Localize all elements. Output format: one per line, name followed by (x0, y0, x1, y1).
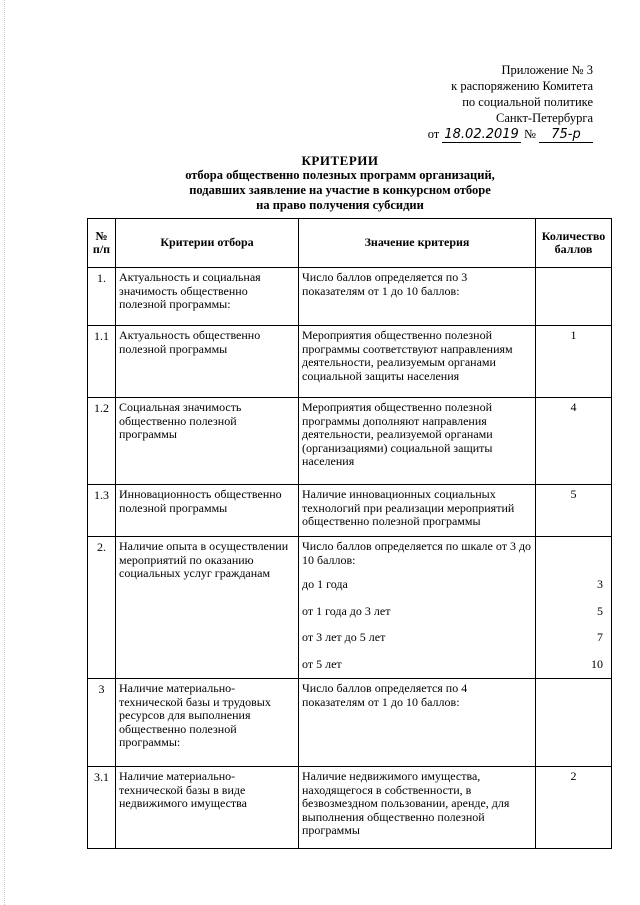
title-line: отбора общественно полезных программ организаций, (185, 168, 495, 182)
scale-option: от 1 года до 3 лет (302, 603, 391, 618)
row-criterion: Актуальность и социальная значимость общественно полезной программы: (116, 268, 299, 326)
row-criterion: Актуальность общественно полезной программы (116, 326, 299, 398)
scale-intro: Число баллов определяется по шкале от 3 до 10 баллов: (302, 539, 532, 567)
row-score: 4 (536, 398, 612, 485)
title-line: на право получения субсидии (256, 198, 424, 212)
row-num: 1.2 (88, 398, 116, 485)
row-value: Мероприятия общественно полезной программы дополняют направления деятельности, реализуемой органами (организациями) социальной защиты населения (299, 398, 536, 485)
scale-option: до 1 года (302, 577, 348, 591)
row-score: 5 (536, 485, 612, 537)
row-num: 1.3 (88, 485, 116, 537)
row-criterion: Наличие материально-технической базы в виде недвижимого имущества (116, 767, 299, 849)
header-score: Количество баллов (536, 219, 612, 268)
row-value: Наличие инновационных социальных технологий при реализации мероприятий общественно полезной программы (299, 485, 536, 537)
appendix-title: Приложение № 3 (501, 63, 593, 77)
scale-score: 3 (597, 577, 603, 591)
scale-score: 10 (591, 656, 603, 671)
table-row (88, 537, 612, 679)
appendix-ref-line: Санкт-Петербурга (495, 111, 593, 125)
table-row (88, 268, 612, 326)
row-score: 2 (536, 767, 612, 849)
table-header-row (88, 219, 612, 268)
table-row (88, 485, 612, 537)
document-title (120, 153, 560, 213)
header-criterion: Критерии отбора (116, 219, 299, 268)
number-prefix: № (523, 127, 536, 141)
table-row (88, 326, 612, 398)
row-value: Число баллов определяется по 3 показателям от 1 до 10 баллов: (299, 268, 536, 326)
page-edge (4, 0, 6, 905)
date-prefix: от (427, 127, 440, 141)
handwritten-number: 75-р (539, 128, 593, 143)
header-value: Значение критерия (299, 219, 536, 268)
table-row (88, 398, 612, 485)
table-row (88, 767, 612, 849)
scale-score: 5 (597, 603, 603, 618)
appendix-date-line (428, 126, 593, 143)
appendix-ref-line: по социальной политике (462, 95, 593, 109)
row-num: 1. (88, 268, 116, 326)
row-num: 1.1 (88, 326, 116, 398)
title-main: КРИТЕРИИ (301, 153, 379, 168)
row-criterion: Наличие материально-технической базы и трудовых ресурсов для выполнения общественно полезной программы: (116, 679, 299, 767)
row-criterion: Наличие опыта в осуществлении мероприятий по оказанию социальных услуг гражданам (116, 537, 299, 679)
scale-score: 7 (597, 630, 603, 644)
row-num: 3 (88, 679, 116, 767)
header-num: № п/п (88, 219, 116, 268)
row-score (536, 268, 612, 326)
row-value: Мероприятия общественно полезной программы соответствуют направлениям деятельности, реализуемым органами социальной защиты населения (299, 326, 536, 398)
table-row (88, 679, 612, 767)
row-criterion: Инновационность общественно полезной программы (116, 485, 299, 537)
row-score (536, 679, 612, 767)
row-value (299, 537, 536, 679)
appendix-header (428, 62, 593, 143)
row-value: Наличие недвижимого имущества, находящегося в собственности, в безвозмездном пользовании, аренде, для выполнения общественно полезной программы (299, 767, 536, 849)
handwritten-date: 18.02.2019 (444, 127, 519, 142)
row-criterion: Социальная значимость общественно полезной программы (116, 398, 299, 485)
scale-option: от 5 лет (302, 656, 342, 671)
row-score: 1 (536, 326, 612, 398)
appendix-ref-line: к распоряжению Комитета (451, 79, 593, 93)
row-num: 3.1 (88, 767, 116, 849)
row-num: 2. (88, 537, 116, 679)
title-line: подавших заявление на участие в конкурсном отборе (189, 183, 491, 197)
scale-option: от 3 лет до 5 лет (302, 630, 386, 644)
row-score (536, 537, 612, 679)
criteria-table (87, 218, 612, 849)
row-value: Число баллов определяется по 4 показателям от 1 до 10 баллов: (299, 679, 536, 767)
